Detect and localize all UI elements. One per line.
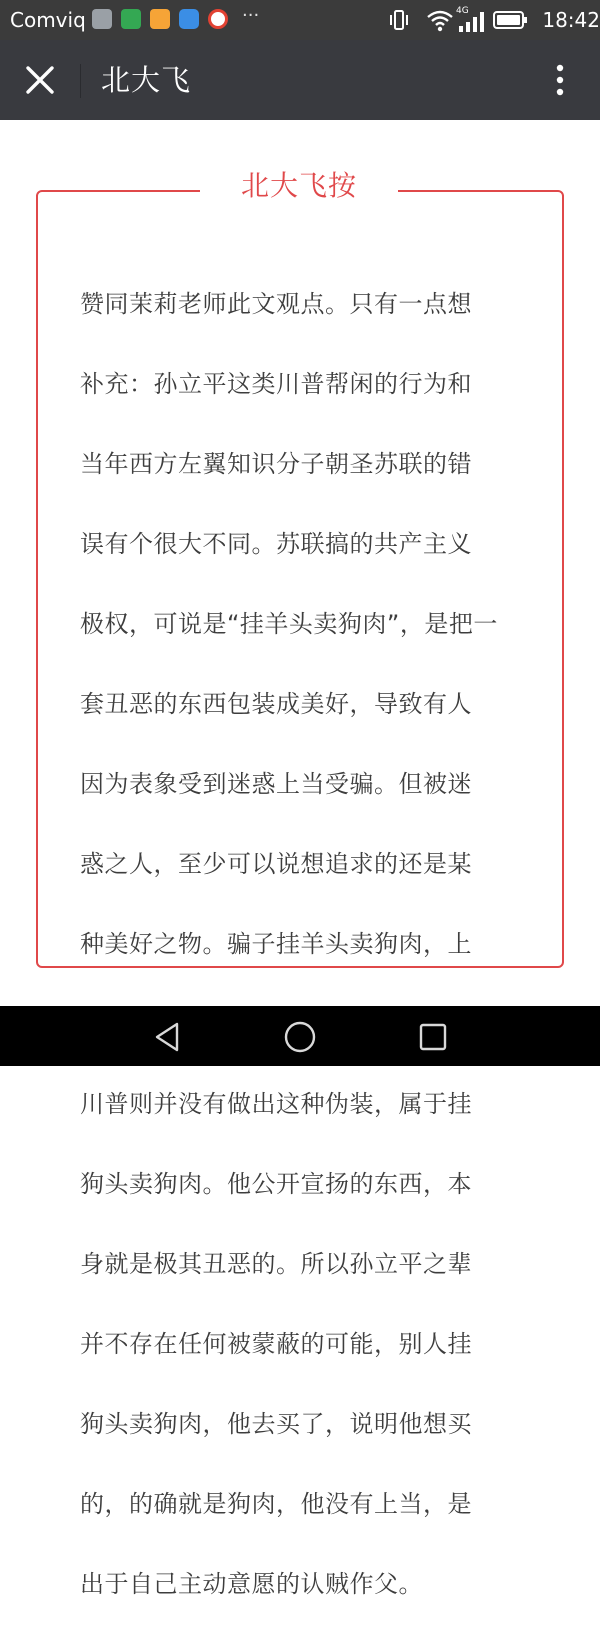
back-icon [150, 1020, 184, 1054]
body-line: 极权，可说是“挂羊头卖狗肉”，是把一 [80, 610, 498, 638]
recent-apps-icon [418, 1022, 448, 1052]
body-line: 惑之人，至少可以说想追求的还是某 [80, 850, 472, 878]
recent-apps-button[interactable] [418, 1022, 448, 1052]
gallery-icon [92, 9, 112, 29]
wifi-icon [426, 8, 454, 32]
body-line: 补充：孙立平这类川普帮闲的行为和 [80, 370, 472, 398]
article-content [0, 120, 600, 1598]
system-nav-bar [0, 1006, 600, 1066]
card-body-text [80, 244, 520, 1644]
body-line: 并不存在任何被蒙蔽的可能，别人挂 [80, 1330, 472, 1358]
body-line: 的，的确就是狗肉，他没有上当，是 [80, 1490, 472, 1518]
phone-app-icon [179, 9, 199, 29]
body-line: 因为表象受到迷惑上当受骗。但被迷 [80, 770, 472, 798]
close-button[interactable] [20, 60, 60, 100]
chrome-icon [208, 9, 228, 29]
app-header [0, 40, 600, 120]
body-line: 当年西方左翼知识分子朝圣苏联的错 [80, 450, 472, 478]
more-options-button[interactable] [540, 60, 580, 100]
body-line: 身就是极其丑恶的。所以孙立平之辈 [80, 1250, 472, 1278]
home-button[interactable] [283, 1020, 317, 1054]
close-icon [20, 60, 60, 100]
carrier-name: Comviq [10, 8, 86, 32]
body-line: 套丑恶的东西包装成美好，导致有人 [80, 690, 472, 718]
page-title: 北大飞 [101, 63, 192, 97]
status-bar [0, 0, 600, 40]
more-vertical-icon [540, 60, 580, 100]
body-line: 出于自己主动意愿的认贼作父。 [80, 1570, 423, 1598]
body-line: 狗头卖狗肉，他去买了，说明他想买 [80, 1410, 472, 1438]
body-line: 误有个很大不同。苏联搞的共产主义 [80, 530, 472, 558]
body-line: 狗头卖狗肉。他公开宣扬的东西，本 [80, 1170, 472, 1198]
battery-icon [493, 11, 527, 29]
card-heading: 北大飞按 [240, 169, 357, 202]
vibrate-icon [388, 10, 410, 30]
more-notifications-indicator: ··· [242, 5, 260, 26]
header-divider [80, 64, 81, 98]
play-store-icon [121, 9, 141, 29]
body-line: 赞同茉莉老师此文观点。只有一点想 [80, 290, 472, 318]
signal-icon [456, 6, 484, 32]
body-line: 种美好之物。骗子挂羊头卖狗肉，上 [80, 930, 472, 958]
clock: 18:42 [542, 8, 600, 32]
body-line: 川普则并没有做出这种伪装，属于挂 [80, 1090, 472, 1118]
back-button[interactable] [150, 1020, 184, 1054]
home-icon [283, 1020, 317, 1054]
network-type-label: 4G [456, 6, 469, 16]
heart-app-icon [150, 9, 170, 29]
